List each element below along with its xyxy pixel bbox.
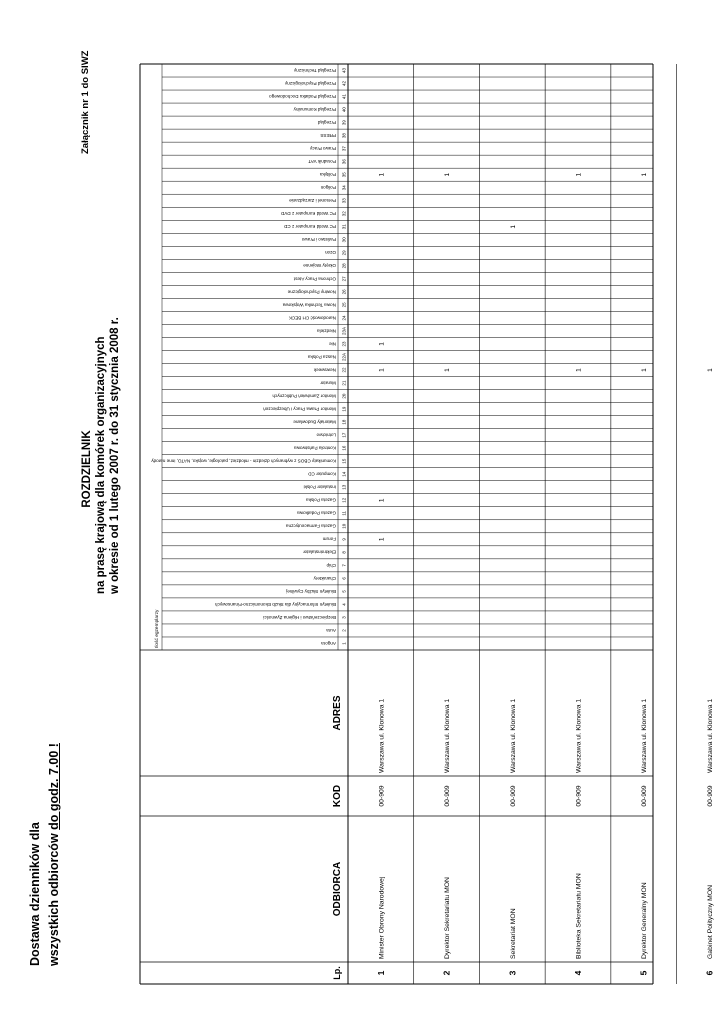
publication-number: 29 [341,250,347,256]
publication-number: 26 [341,289,347,295]
publication-number: 17 [341,432,347,438]
publication-name: Narodowość CH BECK [288,315,336,321]
row-kod: 00-909 [509,785,517,807]
publication-number: 7 [341,564,347,567]
publication-name: Poradnik VAT [308,159,336,165]
publication-name: Nowa Technika Wojskowa [282,302,336,308]
row-odbiorca: Sekretariat MON [509,908,517,959]
publication-name: Państwo i Prawo [301,237,336,243]
row-lp: 5 [638,970,649,976]
publication-number: 10 [341,523,347,529]
publication-name: Biuletyn Informacyjny dla Służb Ekonomiczno-Finansowych [214,601,336,607]
row-lp: 3 [507,970,518,976]
quantity-cell: 1 [378,342,386,346]
publication-name: Materiały Budowlane [293,419,336,425]
publication-name: Prawo Pracy [309,146,336,152]
publication-number: 33 [341,198,347,204]
quantity-cell: 1 [509,224,517,229]
publication-name: Gazeta Polska [306,497,336,503]
publication-name: Biuletyn Służby Cywilnej [286,588,336,594]
publication-name: Newsweek [313,367,336,373]
publication-name: Elektroinstalator [303,549,336,555]
publication-number: 19 [341,406,347,412]
quantity-cell: 1 [378,368,386,372]
quantity-cell: 1 [444,172,452,177]
publication-number: 32 [341,211,347,217]
quantity-cell: 1 [575,368,583,372]
publication-number: 25 [341,302,347,308]
publication-name: Charaktery [313,575,336,581]
row-odbiorca: Dyrektor Sekretariatu MON [444,877,452,959]
row-odbiorca: Dyrektor Generalny MON [641,882,649,959]
document-subtitle-2: w okresie od 1 lutego 2007 r. do 31 stycznia 2008 r. [109,317,121,594]
publication-name: Kontrola Państwowa [294,445,336,451]
publication-number: 21 [341,380,347,386]
publication-name: Ochrona Pracy Atest [293,276,336,282]
row-adres: Warszawa ul. Klonowa 1 [378,698,386,773]
publication-number: 3 [341,616,347,619]
quantity-cell: 1 [641,368,649,372]
publication-name: Gazeta Podatkowa [297,510,336,516]
publication-name: PRESS [320,133,336,139]
publication-number: 8 [341,551,347,554]
publication-number: 6 [341,577,347,580]
publication-name: Personel i Zarządzanie [289,198,336,204]
row-adres: Warszawa ul. Klonowa 1 [444,698,452,773]
row-kod: 00-909 [641,785,649,807]
row-odbiorca: Biblioteka Sekretariatu MON [575,873,583,959]
publication-name: PC Wotld Komputer z DVD [280,211,336,217]
row-kod: 00-909 [575,785,583,807]
row-kod: 00-909 [706,785,714,807]
publication-name: Okręty Wojenne [303,263,336,269]
publication-number: 41 [341,94,347,100]
publication-number: 30 [341,237,347,243]
delivery-note-line1: Dostawa dzienników dla [28,822,42,966]
publication-name: Lotnictwo [316,432,336,438]
quantity-cell: 1 [378,537,386,542]
publication-name: Angora [321,640,336,646]
publication-number: 38 [341,133,347,139]
row-adres: Warszawa ul. Klonowa 1 [575,698,583,773]
publication-name: Aura [326,627,336,633]
row-adres: Warszawa ul. Klonowa 1 [509,698,517,773]
publication-number: 4 [341,603,347,606]
quantity-cell: 1 [706,368,714,372]
column-header-kod: KOD [332,784,343,808]
publication-name: Monitor Prawa Pracy i Ubezpieczeń [263,406,336,412]
publication-number: 14 [341,471,347,477]
publication-number: 22A [341,352,347,362]
publication-number: 37 [341,146,347,152]
publication-number: 28 [341,263,347,269]
publication-number: 1 [341,642,347,645]
publication-name: Forum [322,536,336,542]
publication-number: 42 [341,81,347,87]
publication-number: 12 [341,497,347,503]
quantity-cell: 1 [575,172,583,177]
publication-number: 13 [341,484,347,490]
column-header-odbiorca: ODBIORCA [332,861,343,917]
publication-number: 40 [341,107,347,113]
row-lp: 4 [573,970,583,976]
publication-name: Nowiny Psychologiczne [287,289,336,295]
publication-name: Przegląd Komunalny [293,106,336,112]
row-odbiorca: Gabinet Polityczny MON [706,884,714,959]
publication-number: 43 [341,68,347,74]
publication-name: Monitor Zamówień Publicznych [272,393,336,399]
publication-number: 27 [341,276,347,282]
publication-number: 22 [341,367,347,373]
publication-number: 35 [341,172,347,178]
attachment-label: Załącznik nr 1 do SIWZ [80,50,91,154]
publication-name: Przegląd Techniczny [293,67,336,73]
group-label: Ilość egzemplarzy [155,609,160,648]
publication-name: Gazeta Farmaceutyczna [285,523,336,529]
quantity-cell: 1 [378,172,386,177]
row-kod: 00-909 [444,785,452,807]
publication-name: Murator [320,380,336,386]
publication-number: 9 [341,538,347,541]
publication-number: 16 [341,445,347,451]
row-adres: Warszawa ul. Klonowa 1 [641,698,649,773]
document-subtitle-1: na prasę krajową dla komórek organizacyjnych [95,336,107,594]
quantity-cell: 1 [378,498,386,503]
publication-name: Bezpieczeństwo i Higiena Żywności [263,614,336,620]
publication-name: Przegląd Podatku Dochodowego [269,93,336,99]
row-adres: Warszawa ul. Klonowa 1 [706,698,714,773]
publication-name: Chip [326,562,336,568]
publication-number: 23A [341,326,347,335]
publication-number: 2 [341,629,347,632]
publication-name: Przegląd [317,120,336,125]
publication-name: Polityka [319,172,336,178]
quantity-cell: 1 [641,172,649,177]
publication-name: Komunikaty CBOS z wybranych dziedzin - młodzież, patologie, wojsko, NATO, inne narody [151,458,336,464]
publication-number: 34 [341,185,347,191]
publication-number: 31 [341,224,347,230]
column-header-lp: Lp. [332,966,342,980]
row-lp: 1 [375,970,386,976]
publication-number: 18 [341,419,347,425]
document-title: ROZDZIELNIK [81,430,93,508]
publication-name: Niedziela [317,328,336,334]
publication-name: Instalator Polski [303,484,336,490]
row-odbiorca: Minister Obrony Narodowej [378,876,386,959]
publication-name: Ozon [325,250,336,256]
publication-number: 5 [341,590,347,593]
publication-name: PC Wotld Komputer z CD [284,224,336,230]
delivery-note-deadline: do godz. 7.00 ! [47,743,61,830]
delivery-note-line2-text: wszystkich odbiorców [47,833,61,966]
row-lp: 2 [441,970,452,976]
row-kod: 00-909 [378,785,386,807]
publication-name: Nie [329,341,336,347]
row-lp: 6 [704,970,715,976]
publication-number: 36 [341,159,347,165]
publication-number: 39 [341,120,347,126]
publication-number: 23 [341,341,347,347]
publication-number: 24 [341,315,347,321]
quantity-cell: 1 [444,368,452,372]
publication-number: 20 [341,393,347,399]
column-header-adres: ADRES [332,695,343,731]
publication-name: Nasza Polska [307,354,336,360]
publication-name: Przegląd Psychologiczny [284,80,336,86]
publication-name: Komputer CD [308,471,336,477]
publication-number: 11 [341,510,347,516]
publication-number: 15 [341,458,347,464]
publication-name: Poligon [320,185,336,191]
